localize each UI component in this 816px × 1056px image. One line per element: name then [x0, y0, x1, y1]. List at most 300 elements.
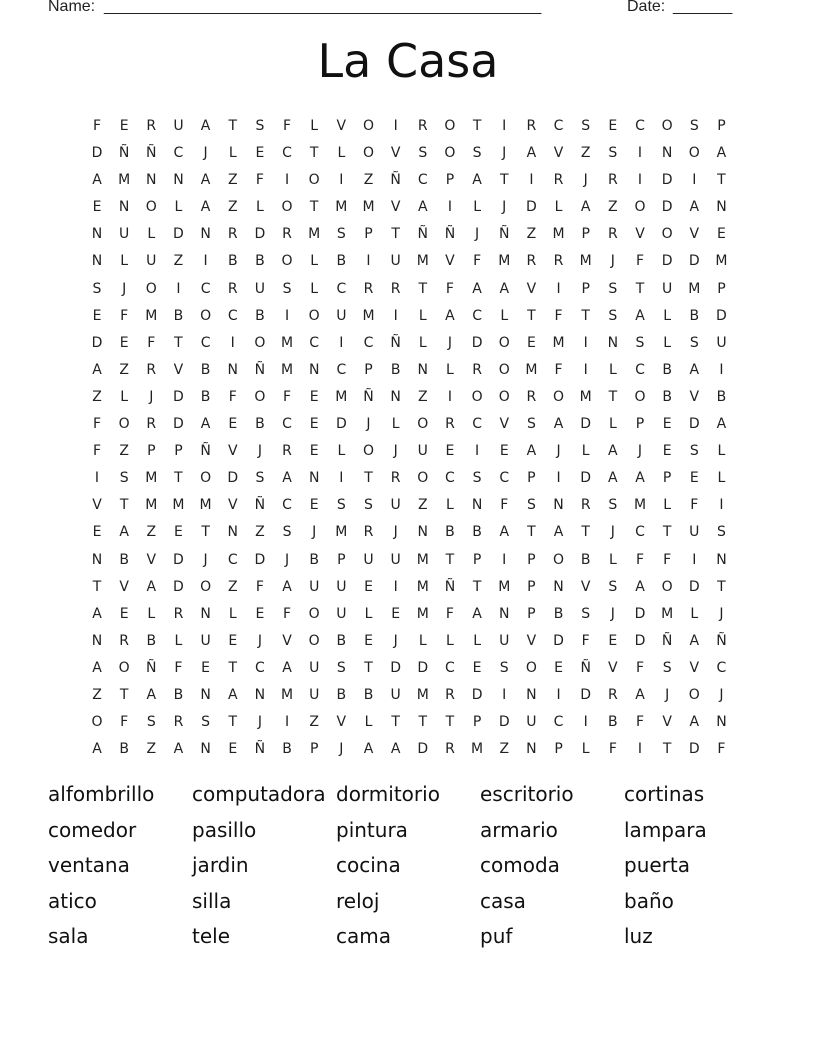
grid-letter[interactable]: T [391, 714, 400, 731]
grid-letter[interactable]: S [581, 605, 591, 622]
grid-letter[interactable]: V [336, 118, 347, 134]
grid-letter[interactable]: E [364, 632, 373, 649]
grid-letter[interactable]: Ñ [146, 145, 157, 162]
grid-letter[interactable]: Ñ [580, 659, 591, 676]
grid-letter[interactable]: M [552, 334, 565, 351]
grid-letter[interactable]: D [661, 172, 673, 189]
grid-letter[interactable]: D [91, 145, 103, 162]
grid-letter[interactable]: M [281, 686, 294, 703]
grid-letter[interactable]: N [308, 361, 320, 378]
grid-letter[interactable]: L [418, 307, 427, 324]
grid-letter[interactable]: E [309, 416, 319, 433]
grid-letter[interactable]: F [635, 714, 645, 731]
grid-letter[interactable]: Z [255, 524, 265, 541]
grid-letter[interactable]: Z [92, 686, 102, 703]
grid-letter[interactable]: R [363, 524, 374, 541]
grid-letter[interactable]: L [446, 632, 454, 649]
grid-letter[interactable]: R [146, 361, 157, 378]
grid-letter[interactable]: J [610, 253, 615, 270]
grid-letter[interactable]: B [200, 361, 211, 378]
grid-letter[interactable]: Z [173, 253, 184, 270]
grid-letter[interactable]: Ñ [146, 659, 157, 676]
grid-letter[interactable]: N [526, 686, 537, 703]
grid-letter[interactable]: Z [526, 226, 537, 243]
grid-letter[interactable]: I [719, 361, 724, 378]
grid-letter[interactable]: C [445, 659, 455, 676]
grid-letter[interactable]: R [119, 632, 129, 649]
grid-letter[interactable]: D [173, 226, 184, 243]
grid-letter[interactable]: A [716, 145, 727, 162]
grid-letter[interactable]: S [201, 714, 211, 731]
grid-letter[interactable]: I [339, 470, 344, 487]
grid-letter[interactable]: L [147, 605, 156, 622]
grid-letter[interactable]: T [364, 470, 373, 487]
grid-letter[interactable]: M [498, 578, 511, 595]
grid-letter[interactable]: F [554, 307, 563, 324]
grid-letter[interactable]: C [282, 145, 292, 162]
grid-letter[interactable]: O [308, 632, 320, 649]
grid-letter[interactable]: V [336, 714, 347, 731]
grid-letter[interactable]: E [662, 443, 672, 460]
grid-letter[interactable]: P [527, 578, 536, 595]
grid-letter[interactable]: A [92, 659, 102, 676]
grid-letter[interactable]: F [92, 443, 102, 460]
grid-letter[interactable]: B [336, 253, 347, 270]
grid-letter[interactable]: L [581, 443, 590, 460]
grid-letter[interactable]: J [339, 741, 344, 758]
grid-letter[interactable]: T [445, 551, 455, 568]
grid-letter[interactable]: E [228, 741, 238, 758]
grid-letter[interactable]: O [145, 199, 157, 216]
grid-letter[interactable]: S [689, 334, 699, 351]
grid-letter[interactable]: P [554, 741, 563, 758]
grid-letter[interactable]: M [633, 497, 647, 514]
grid-letter[interactable]: D [471, 686, 483, 703]
grid-letter[interactable]: T [391, 226, 400, 243]
grid-letter[interactable]: D [173, 388, 184, 405]
grid-letter[interactable]: E [608, 118, 618, 134]
grid-letter[interactable]: L [364, 605, 373, 622]
grid-letter[interactable]: U [200, 632, 211, 649]
grid-letter[interactable]: F [283, 388, 292, 405]
grid-letter[interactable]: A [608, 443, 618, 460]
grid-letter[interactable]: C [635, 118, 645, 134]
grid-letter[interactable]: T [608, 388, 618, 405]
grid-letter[interactable]: I [339, 334, 344, 351]
grid-letter[interactable]: F [635, 253, 645, 270]
grid-letter[interactable]: L [500, 307, 509, 324]
grid-letter[interactable]: E [472, 659, 482, 676]
grid-letter[interactable]: I [637, 145, 643, 162]
grid-letter[interactable]: T [228, 714, 238, 731]
grid-letter[interactable]: O [254, 388, 266, 405]
grid-letter[interactable]: E [174, 524, 183, 541]
grid-letter[interactable]: U [336, 605, 347, 622]
grid-letter[interactable]: U [716, 334, 727, 351]
grid-letter[interactable]: T [119, 686, 129, 703]
grid-letter[interactable]: L [147, 226, 156, 243]
grid-letter[interactable]: C [282, 497, 292, 514]
grid-letter[interactable]: S [364, 497, 373, 514]
grid-letter[interactable]: B [390, 361, 401, 378]
grid-letter[interactable]: C [336, 361, 347, 378]
grid-letter[interactable]: I [447, 388, 452, 405]
grid-letter[interactable]: R [390, 280, 401, 297]
grid-letter[interactable]: O [281, 253, 293, 270]
grid-letter[interactable]: A [282, 659, 292, 676]
grid-letter[interactable]: A [580, 199, 591, 216]
grid-letter[interactable]: D [173, 551, 184, 568]
grid-letter[interactable]: P [527, 470, 536, 487]
grid-letter[interactable]: V [92, 497, 102, 514]
grid-letter[interactable]: Z [608, 199, 618, 216]
grid-letter[interactable]: M [416, 605, 429, 622]
grid-letter[interactable]: E [364, 578, 373, 595]
grid-letter[interactable]: F [92, 118, 102, 134]
grid-letter[interactable]: O [661, 578, 673, 595]
grid-letter[interactable]: L [717, 470, 726, 487]
grid-letter[interactable]: N [553, 497, 564, 514]
grid-letter[interactable]: F [635, 551, 645, 568]
grid-letter[interactable]: V [608, 659, 618, 676]
grid-letter[interactable]: E [92, 307, 102, 324]
grid-letter[interactable]: B [445, 524, 455, 541]
grid-letter[interactable]: S [499, 659, 509, 676]
grid-letter[interactable]: M [335, 388, 348, 405]
grid-letter[interactable]: M [715, 253, 728, 270]
grid-letter[interactable]: D [254, 226, 266, 243]
grid-letter[interactable]: Z [418, 497, 428, 514]
grid-letter[interactable]: I [502, 118, 507, 134]
grid-letter[interactable]: Ñ [254, 361, 266, 378]
grid-letter[interactable]: M [281, 361, 294, 378]
grid-letter[interactable]: L [418, 632, 427, 649]
grid-letter[interactable]: M [416, 578, 429, 595]
grid-letter[interactable]: V [227, 443, 238, 460]
grid-letter[interactable]: F [690, 497, 699, 514]
grid-letter[interactable]: L [663, 497, 672, 514]
grid-letter[interactable]: M [661, 605, 674, 622]
grid-letter[interactable]: T [527, 307, 536, 324]
grid-letter[interactable]: M [308, 226, 321, 243]
grid-letter[interactable]: J [257, 714, 262, 731]
grid-letter[interactable]: M [281, 334, 294, 351]
grid-letter[interactable]: O [118, 416, 130, 433]
grid-letter[interactable]: N [390, 388, 401, 405]
grid-letter[interactable]: R [146, 118, 157, 134]
grid-letter[interactable]: S [608, 578, 618, 595]
grid-letter[interactable]: J [583, 172, 588, 189]
grid-letter[interactable]: B [716, 388, 727, 405]
grid-letter[interactable]: A [716, 416, 727, 433]
grid-letter[interactable]: U [526, 714, 537, 731]
grid-letter[interactable]: L [554, 199, 563, 216]
grid-letter[interactable]: M [145, 497, 158, 514]
grid-letter[interactable]: A [635, 686, 645, 703]
grid-letter[interactable]: A [499, 280, 510, 297]
grid-letter[interactable]: C [255, 659, 265, 676]
grid-letter[interactable]: V [499, 416, 510, 433]
grid-letter[interactable]: A [418, 199, 428, 216]
grid-letter[interactable]: N [91, 253, 103, 270]
grid-letter[interactable]: B [119, 741, 129, 758]
grid-letter[interactable]: J [610, 524, 615, 541]
grid-letter[interactable]: L [120, 253, 129, 270]
grid-letter[interactable]: M [688, 280, 701, 297]
grid-letter[interactable]: N [118, 199, 130, 216]
grid-letter[interactable]: C [553, 714, 564, 731]
grid-letter[interactable]: N [173, 172, 184, 189]
grid-letter[interactable]: E [499, 443, 509, 460]
grid-letter[interactable]: L [473, 199, 481, 216]
grid-letter[interactable]: T [174, 470, 183, 487]
grid-letter[interactable]: B [472, 524, 482, 541]
grid-letter[interactable]: A [173, 741, 184, 758]
grid-letter[interactable]: Z [363, 172, 374, 189]
grid-letter[interactable]: I [393, 578, 398, 595]
grid-letter[interactable]: F [283, 605, 292, 622]
grid-letter[interactable]: M [335, 524, 348, 541]
grid-letter[interactable]: D [254, 551, 266, 568]
grid-letter[interactable]: L [690, 605, 699, 622]
grid-letter[interactable]: T [527, 524, 536, 541]
grid-letter[interactable]: I [284, 307, 290, 324]
grid-letter[interactable]: S [472, 470, 482, 487]
grid-letter[interactable]: M [362, 199, 375, 216]
grid-letter[interactable]: J [556, 443, 561, 460]
grid-letter[interactable]: A [92, 172, 102, 189]
grid-letter[interactable]: P [635, 416, 645, 433]
grid-letter[interactable]: A [200, 118, 211, 134]
grid-letter[interactable]: R [526, 388, 537, 405]
grid-letter[interactable]: J [719, 605, 724, 622]
grid-letter[interactable]: L [418, 334, 427, 351]
grid-letter[interactable]: A [200, 172, 211, 189]
grid-letter[interactable]: N [417, 361, 429, 378]
grid-letter[interactable]: N [200, 605, 211, 622]
grid-letter[interactable]: O [118, 659, 130, 676]
grid-letter[interactable]: A [608, 470, 618, 487]
grid-letter[interactable]: E [554, 659, 563, 676]
grid-letter[interactable]: D [688, 416, 700, 433]
grid-letter[interactable]: S [662, 659, 672, 676]
grid-letter[interactable]: T [635, 280, 645, 297]
grid-letter[interactable]: A [227, 686, 238, 703]
grid-letter[interactable]: Z [119, 361, 129, 378]
grid-letter[interactable]: O [417, 470, 429, 487]
grid-letter[interactable]: L [228, 145, 237, 162]
grid-letter[interactable]: M [416, 551, 429, 568]
grid-letter[interactable]: I [230, 334, 235, 351]
grid-letter[interactable]: C [553, 118, 564, 134]
grid-letter[interactable]: D [634, 605, 646, 622]
grid-letter[interactable]: A [526, 145, 537, 162]
grid-letter[interactable]: B [662, 361, 672, 378]
grid-letter[interactable]: R [445, 416, 455, 433]
grid-letter[interactable]: C [336, 280, 347, 297]
grid-letter[interactable]: F [445, 280, 454, 297]
grid-letter[interactable]: E [92, 524, 102, 541]
grid-letter[interactable]: D [91, 334, 103, 351]
grid-letter[interactable]: V [146, 551, 157, 568]
grid-letter[interactable]: L [446, 361, 454, 378]
grid-letter[interactable]: I [556, 280, 561, 297]
grid-letter[interactable]: V [445, 253, 455, 270]
grid-letter[interactable]: E [255, 145, 265, 162]
grid-letter[interactable]: P [147, 443, 156, 460]
grid-letter[interactable]: I [393, 118, 398, 134]
grid-letter[interactable]: D [716, 307, 727, 324]
grid-letter[interactable]: R [173, 714, 184, 731]
grid-letter[interactable]: Ñ [390, 172, 401, 189]
grid-letter[interactable]: L [663, 307, 672, 324]
grid-letter[interactable]: U [390, 497, 401, 514]
grid-letter[interactable]: S [336, 659, 346, 676]
grid-letter[interactable]: L [337, 443, 346, 460]
grid-letter[interactable]: O [498, 334, 510, 351]
grid-letter[interactable]: F [120, 307, 129, 324]
grid-letter[interactable]: I [556, 470, 561, 487]
grid-letter[interactable]: U [254, 280, 266, 297]
grid-letter[interactable]: M [579, 253, 592, 270]
grid-letter[interactable]: J [610, 605, 615, 622]
grid-letter[interactable]: B [608, 714, 618, 731]
grid-letter[interactable]: R [417, 118, 428, 134]
grid-letter[interactable]: B [662, 388, 672, 405]
grid-letter[interactable]: L [255, 199, 264, 216]
grid-letter[interactable]: T [309, 199, 319, 216]
grid-letter[interactable]: E [662, 416, 672, 433]
grid-letter[interactable]: T [581, 524, 590, 541]
grid-letter[interactable]: N [607, 334, 619, 351]
grid-letter[interactable]: F [473, 253, 482, 270]
grid-letter[interactable]: O [308, 605, 320, 622]
grid-letter[interactable]: O [444, 118, 456, 134]
grid-letter[interactable]: A [689, 714, 700, 731]
grid-letter[interactable]: P [472, 551, 482, 568]
grid-letter[interactable]: T [418, 714, 428, 731]
grid-letter[interactable]: E [309, 497, 319, 514]
grid-letter[interactable]: T [364, 659, 373, 676]
grid-letter[interactable]: S [581, 118, 591, 134]
grid-letter[interactable]: P [717, 280, 726, 297]
grid-letter[interactable]: C [635, 524, 645, 541]
grid-letter[interactable]: A [363, 741, 374, 758]
grid-letter[interactable]: M [335, 199, 348, 216]
grid-letter[interactable]: F [717, 741, 726, 758]
grid-letter[interactable]: N [499, 605, 510, 622]
grid-letter[interactable]: Ñ [444, 226, 456, 243]
grid-letter[interactable]: J [284, 551, 290, 568]
grid-letter[interactable]: I [475, 443, 480, 460]
grid-letter[interactable]: C [363, 334, 374, 351]
grid-letter[interactable]: I [637, 172, 643, 189]
grid-letter[interactable]: S [608, 497, 618, 514]
grid-letter[interactable]: N [227, 361, 238, 378]
grid-letter[interactable]: C [472, 416, 482, 433]
grid-letter[interactable]: N [254, 686, 266, 703]
grid-letter[interactable]: J [447, 334, 452, 351]
grid-letter[interactable]: A [282, 578, 292, 595]
grid-letter[interactable]: F [147, 334, 156, 351]
grid-letter[interactable]: P [174, 443, 183, 460]
grid-letter[interactable]: R [390, 470, 401, 487]
grid-letter[interactable]: E [119, 334, 129, 351]
grid-letter[interactable]: T [92, 578, 102, 595]
grid-letter[interactable]: O [91, 714, 103, 731]
grid-letter[interactable]: J [502, 199, 507, 216]
grid-letter[interactable]: F [283, 118, 292, 134]
grid-letter[interactable]: F [255, 172, 264, 189]
grid-letter[interactable]: J [665, 686, 670, 703]
grid-letter[interactable]: T [717, 578, 726, 595]
grid-letter[interactable]: C [716, 659, 727, 676]
grid-letter[interactable]: I [284, 714, 290, 731]
grid-letter[interactable]: N [200, 226, 211, 243]
grid-letter[interactable]: J [393, 632, 398, 649]
grid-letter[interactable]: L [174, 632, 183, 649]
grid-letter[interactable]: R [607, 226, 618, 243]
grid-letter[interactable]: P [364, 226, 373, 243]
grid-letter[interactable]: A [119, 524, 129, 541]
grid-letter[interactable]: Z [580, 145, 591, 162]
grid-letter[interactable]: N [200, 741, 211, 758]
grid-letter[interactable]: T [472, 118, 482, 134]
grid-letter[interactable]: R [526, 253, 537, 270]
grid-letter[interactable]: A [553, 524, 564, 541]
grid-letter[interactable]: I [583, 334, 588, 351]
grid-letter[interactable]: C [472, 307, 482, 324]
grid-letter[interactable]: O [634, 388, 646, 405]
grid-letter[interactable]: Ñ [390, 334, 401, 351]
grid-letter[interactable]: P [445, 172, 455, 189]
grid-letter[interactable]: O [661, 118, 673, 134]
grid-letter[interactable]: O [200, 578, 212, 595]
grid-letter[interactable]: P [309, 741, 319, 758]
grid-letter[interactable]: V [526, 280, 537, 297]
grid-letter[interactable]: Z [146, 741, 157, 758]
grid-letter[interactable]: C [445, 470, 455, 487]
grid-letter[interactable]: L [473, 632, 481, 649]
grid-letter[interactable]: I [94, 470, 100, 487]
grid-letter[interactable]: I [203, 253, 208, 270]
grid-letter[interactable]: A [635, 470, 645, 487]
grid-letter[interactable]: I [339, 172, 344, 189]
grid-letter[interactable]: T [472, 578, 482, 595]
grid-letter[interactable]: O [553, 551, 565, 568]
grid-letter[interactable]: S [92, 280, 102, 297]
grid-letter[interactable]: L [120, 388, 129, 405]
grid-letter[interactable]: T [717, 172, 726, 189]
grid-letter[interactable]: C [173, 145, 184, 162]
grid-letter[interactable]: R [227, 226, 238, 243]
grid-letter[interactable]: A [472, 280, 482, 297]
grid-letter[interactable]: D [634, 632, 646, 649]
grid-letter[interactable]: V [227, 497, 238, 514]
grid-letter[interactable]: D [417, 659, 429, 676]
grid-letter[interactable]: P [527, 605, 536, 622]
grid-letter[interactable]: T [662, 524, 672, 541]
grid-letter[interactable]: A [146, 578, 157, 595]
grid-letter[interactable]: N [716, 551, 727, 568]
grid-letter[interactable]: V [635, 226, 645, 243]
grid-letter[interactable]: U [309, 686, 320, 703]
grid-letter[interactable]: V [689, 659, 700, 676]
grid-letter[interactable]: C [282, 416, 292, 433]
grid-letter[interactable]: T [445, 714, 455, 731]
grid-letter[interactable]: B [146, 632, 157, 649]
grid-letter[interactable]: J [719, 686, 724, 703]
